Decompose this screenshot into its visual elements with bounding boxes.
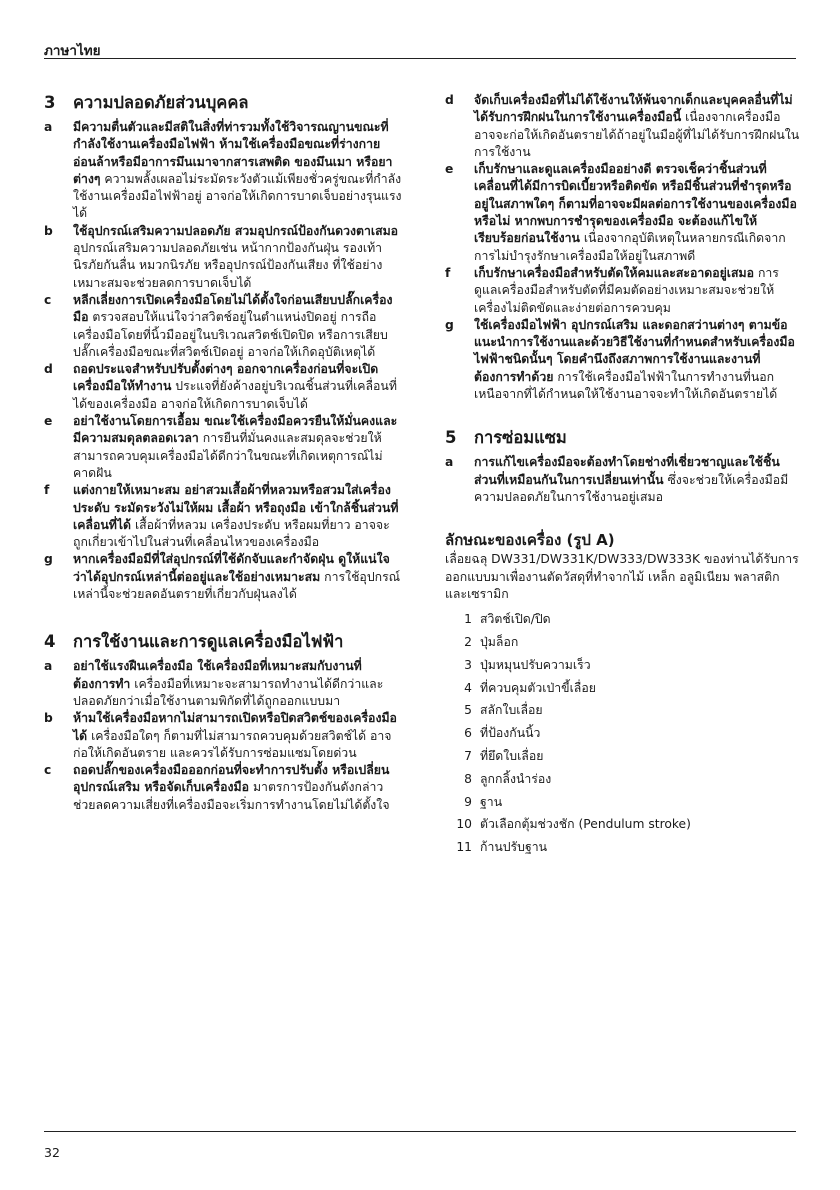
item-text: ซึ่งจะช่วยให้เครื่องมือมีความปลอดภัยในการใช้งานอยู่เสมอ bbox=[474, 472, 789, 504]
item-bold-text: หลีกเลี่ยงการเปิดเครื่องมือโดยไม่ได้ตั้งใจก่อนเสียบปลั๊กเครื่องมือ bbox=[73, 292, 393, 325]
section-number: 5 bbox=[445, 428, 457, 448]
part-label: ตัวเลือกตุ้มช่วงชัก (Pendulum stroke) bbox=[480, 817, 691, 832]
item-letter: e bbox=[445, 162, 454, 177]
part-label: ลูกกลิ้งนำร่อง bbox=[480, 771, 552, 786]
part-item bbox=[445, 768, 801, 791]
item-text: มาตรการป้องกันดังกล่าวช่วยลดความเสี่ยงที่เครื่องมือจะเริ่มการทำงานโดยไม่ได้ตั้งใจ bbox=[73, 780, 390, 812]
section-heading: ความปลอดภัยส่วนบุคคล bbox=[73, 93, 249, 112]
list-item bbox=[445, 454, 801, 506]
item-text: การยืนที่มั่นคงและสมดุลจะช่วยให้สามารถควบคุมเครื่องมือได้ดีกว่าในขณะที่เกิดเหตุการณ์ไม่คาดฝัน bbox=[73, 431, 383, 480]
item-letter: g bbox=[445, 317, 454, 332]
part-number: 8 bbox=[464, 771, 472, 786]
item-text: การใช้เครื่องมือไฟฟ้าในการทำงานที่นอกเหนือจากที่ได้กำหนดให้ใช้งานอาจจะทำให้เกิดอันตรายได้ bbox=[474, 369, 778, 402]
features-title: ลักษณะของเครื่อง (รูป A) bbox=[445, 531, 615, 550]
item-text: เนื่องจากเครื่องมืออาจจะก่อให้เกิดอันตรายได้ถ้าอยู่ในมือผู้ที่ไม่ได้รับการฝึกฝนในการใช้งาน bbox=[474, 110, 800, 159]
part-number: 3 bbox=[464, 657, 472, 672]
list-item bbox=[44, 292, 402, 361]
item-bold-text: แต่งกายให้เหมาะสม อย่าสวมเสื้อผ้าที่หลวมหรือสวมใส่เครื่องประดับ ระมัดระวังไม่ให้ผม เสื้อผ้า หรือถุงมือ เข้าใกล้ชิ้นส่วนที่เคลื่อนที่ได้ bbox=[73, 483, 399, 532]
part-label: ที่ป้องกันนิ้ว bbox=[480, 726, 541, 741]
item-text: เสื้อผ้าที่หลวม เครื่องประดับ หรือผมที่ยาว อาจจะถูกเกี่ยวเข้าไปในส่วนที่เคลื่อนไหวของเครื่องมือ bbox=[73, 517, 390, 550]
section-title bbox=[44, 92, 402, 114]
part-number: 6 bbox=[464, 726, 472, 741]
item-bold-text: ใช้เครื่องมือไฟฟ้า อุปกรณ์เสริม และดอกสว่านต่างๆ ตามข้อแนะนำการใช้งานและด้วยวิธีใช้งานที่กำหนดสำหรับเครื่องมือไฟฟ้าชนิดนั้นๆ โดยคำนึงถึงสภาพการใช้งานและงานที่ต้องการทำด้วย bbox=[474, 317, 795, 384]
part-label: ก้านปรับฐาน bbox=[480, 840, 548, 855]
list-item bbox=[44, 223, 402, 292]
features-section bbox=[445, 530, 801, 859]
part-label: ที่ยึดใบเลื่อย bbox=[480, 748, 544, 763]
item-letter: d bbox=[445, 93, 454, 107]
item-letter: f bbox=[44, 483, 50, 498]
part-item bbox=[445, 677, 801, 700]
item-text: เนื่องจากอุบัติเหตุในหลายกรณีเกิดจากการไม่บำรุงรักษาเครื่องมือให้อยู่ในสภาพดี bbox=[474, 231, 786, 263]
list-item bbox=[44, 762, 402, 814]
part-item bbox=[445, 631, 801, 654]
header-divider bbox=[44, 58, 796, 59]
item-bold-text: เก็บรักษาเครื่องมือสำหรับตัดให้คมและสะอาดอยู่เสมอ bbox=[474, 265, 755, 280]
item-text: อุปกรณ์เสริมความปลอดภัยเช่น หน้ากากป้องกันฝุ่น รองเท้านิรภัยกันลื่น หมวกนิรภัย หรืออุปกรณ์ป้องกันเสียง ที่ใช้อย่างเหมาะสมจะช่วยลดการบาดเจ็บได้ bbox=[73, 241, 383, 290]
part-number: 9 bbox=[464, 794, 472, 809]
parts-list bbox=[445, 608, 801, 859]
item-text: การใช้อุปกรณ์เหล่านี้จะช่วยลดอันตรายที่เกี่ยวกับฝุ่นลงได้ bbox=[73, 569, 401, 602]
list-item bbox=[445, 265, 801, 317]
part-number: 5 bbox=[464, 703, 472, 718]
footer-divider bbox=[44, 1131, 796, 1132]
item-bold-text: ห้ามใช้เครื่องมือหากไม่สามารถเปิดหรือปิดสวิตช์ของเครื่องมือได้ bbox=[73, 711, 397, 743]
section-4 bbox=[44, 631, 402, 814]
list-item bbox=[44, 551, 402, 603]
item-text: ความพลั้งเผลอไม่ระมัดระวังตัวแม้เพียงชั่วครู่ขณะที่กำลังใช้งานเครื่องมือไฟฟ้าอยู่ อาจก่อให้เกิดการบาดเจ็บอย่างรุนแรงได้ bbox=[73, 171, 402, 221]
part-item bbox=[445, 745, 801, 768]
list-item bbox=[44, 413, 402, 482]
part-item bbox=[445, 836, 801, 859]
part-label: ปุ่มล็อก bbox=[480, 634, 519, 649]
page-number: 32 bbox=[44, 1145, 60, 1160]
section-heading: การใช้งานและการดูแลเครื่องมือไฟฟ้า bbox=[73, 632, 344, 652]
left-column bbox=[44, 92, 402, 814]
section-heading: การซ่อมแซม bbox=[474, 428, 567, 448]
item-letter: b bbox=[44, 223, 53, 238]
item-letter: a bbox=[44, 659, 53, 674]
item-letter: d bbox=[44, 362, 53, 377]
part-item bbox=[445, 722, 801, 745]
list-item bbox=[44, 710, 402, 762]
item-bold-text: เก็บรักษาและดูแลเครื่องมืออย่างดี ตรวจเช็คว่าชิ้นส่วนที่เคลื่อนที่ได้มีการบิดเบี้ยวหรือติดขัด หรือมีชิ้นส่วนที่ชำรุดหรืออยู่ในสภาพใดๆ ก็ตามที่อาจจะมีผลต่อการใช้งานของเครื่องมือหรือไม่ หากพบการชำรุดของเครื่องมือ จะต้องแก้ไขให้เรียบร้อยก่อนใช้งาน bbox=[474, 162, 797, 246]
features-intro: เลื่อยฉลุ DW331/DW331K/DW333/DW333K ของท่านได้รับการออกแบบมาเพื่องานตัดวัสดุที่ทำจากไม้ เหล็ก อลูมิเนียม พลาสติก และเซรามิก bbox=[445, 552, 799, 601]
section-5 bbox=[445, 427, 801, 506]
section-number: 4 bbox=[44, 632, 56, 652]
part-item bbox=[445, 791, 801, 814]
item-bold-text: อย่าใช้งานโดยการเอื้อม ขณะใช้เครื่องมือควรยืนให้มั่นคงและมีความสมดุลตลอดเวลา bbox=[73, 414, 398, 446]
item-bold-text: จัดเก็บเครื่องมือที่ไม่ได้ใช้งานให้พ้นจากเด็กและบุคคลอื่นที่ไม่ได้รับการฝึกฝนในการใช้งานเครื่องมือนี้ bbox=[474, 93, 793, 125]
item-letter: a bbox=[44, 120, 53, 134]
right-column bbox=[445, 92, 801, 859]
part-item bbox=[445, 654, 801, 677]
part-number: 2 bbox=[464, 634, 472, 649]
section-number: 3 bbox=[44, 93, 56, 112]
section-4-continued bbox=[445, 92, 801, 403]
item-bold-text: อย่าใช้แรงฝืนเครื่องมือ ใช้เครื่องมือที่เหมาะสมกับงานที่ต้องการทำ bbox=[73, 659, 362, 691]
part-item bbox=[445, 608, 801, 631]
section-3 bbox=[44, 92, 402, 603]
section-title bbox=[44, 631, 402, 653]
item-bold-text: ถอดประแจสำหรับปรับตั้งต่างๆ ออกจากเครื่องก่อนที่จะเปิดเครื่องมือให้ทำงาน bbox=[73, 362, 379, 394]
list-item bbox=[44, 658, 402, 710]
item-bold-text: ถอดปลั๊กของเครื่องมือออกก่อนที่จะทำการปรับตั้ง หรือเปลี่ยนอุปกรณ์เสริม หรือจัดเก็บเครื่องมือ bbox=[73, 763, 390, 795]
part-label: สวิตช์เปิด/ปิด bbox=[480, 612, 551, 627]
item-text: การดูแลเครื่องมือสำหรับตัดที่มีคมตัดอย่างเหมาะสมจะช่วยให้เครื่องไม่ติดขัดและง่ายต่อการควบคุม bbox=[474, 265, 779, 315]
part-number: 1 bbox=[464, 612, 472, 627]
item-letter: a bbox=[445, 455, 454, 470]
part-number: 11 bbox=[456, 840, 472, 855]
part-label: ฐาน bbox=[480, 794, 503, 809]
item-bold-text: การแก้ไขเครื่องมือจะต้องทำโดยช่างที่เชี่ยวชาญและใช้ชิ้นส่วนที่เหมือนกันในการเปลี่ยนเท่านั้น bbox=[474, 455, 780, 487]
part-label: ที่ควบคุมตัวเป่าขี้เลื่อย bbox=[480, 680, 596, 695]
part-label: สลักใบเลื่อย bbox=[480, 703, 543, 718]
list-item bbox=[445, 317, 801, 403]
list-item bbox=[445, 92, 801, 161]
item-text: เครื่องมือที่เหมาะจะสามารถทำงานได้ดีกว่าและปลอดภัยกว่าเมื่อใช้งานตามพิกัดที่ได้ถูกออกแบบมา bbox=[73, 676, 384, 708]
item-letter: c bbox=[44, 292, 52, 307]
item-text: เครื่องมือใดๆ ก็ตามที่ไม่สามารถควบคุมด้วยสวิตช์ได้ อาจก่อให้เกิดอันตราย และควรได้รับการซ่อมแซมโดยด่วน bbox=[73, 728, 392, 760]
part-label: ปุ่มหมุนปรับความเร็ว bbox=[480, 657, 591, 672]
list-item bbox=[44, 361, 402, 413]
list-item bbox=[44, 119, 402, 223]
item-bold-text: ใช้อุปกรณ์เสริมความปลอดภัย สวมอุปกรณ์ป้องกันดวงตาเสมอ bbox=[73, 223, 399, 238]
section-title bbox=[445, 427, 801, 449]
list-item bbox=[445, 161, 801, 265]
item-bold-text: มีความตื่นตัวและมีสติในสิ่งที่ท่ารวมทั้งใช้วิจารณญานขณะที่กำลังใช้งานเครื่องมือไฟฟ้า ห้ามใช้เครื่องมือขณะที่ร่างกายอ่อนล้าหรือมีอาการมึนเมาจากสารเสพติด ของมึนเมา หรือยาต่างๆ bbox=[73, 120, 393, 186]
page-header-language: ภาษาไทย bbox=[44, 43, 101, 59]
part-number: 10 bbox=[456, 817, 472, 832]
item-letter: c bbox=[44, 763, 52, 778]
part-item bbox=[445, 699, 801, 722]
item-text: ประแจที่ยังค้างอยู่บริเวณชิ้นส่วนที่เคลื่อนที่ได้ของเครื่องมือ อาจก่อให้เกิดการบาดเจ็บได้ bbox=[73, 379, 397, 411]
item-letter: f bbox=[445, 265, 451, 280]
item-letter: b bbox=[44, 711, 53, 726]
item-bold-text: หากเครื่องมือมีที่ใส่อุปกรณ์ที่ใช้ดักจับและกำจัดฝุ่น ดูให้แน่ใจว่าได้อุปกรณ์เหล่านี้ต่ออยู่และใช้อย่างเหมาะสม bbox=[73, 552, 390, 584]
item-letter: e bbox=[44, 414, 53, 429]
item-letter: g bbox=[44, 552, 53, 567]
list-item bbox=[44, 482, 402, 551]
part-item bbox=[445, 813, 801, 836]
item-text: ตรวจสอบให้แน่ใจว่าสวิตช์อยู่ในตำแหน่งปิดอยู่ การถือเครื่องมือโดยที่นิ้วมืออยู่ในบริเวณสวิตช์เปิดปิด หรือการเสียบปลั๊กเครื่องมือขณะที่สวิตช์เปิดอยู่ อาจก่อให้เกิดอุบัติเหตุได้ bbox=[73, 310, 388, 359]
part-number: 4 bbox=[464, 680, 472, 695]
part-number: 7 bbox=[464, 748, 472, 763]
